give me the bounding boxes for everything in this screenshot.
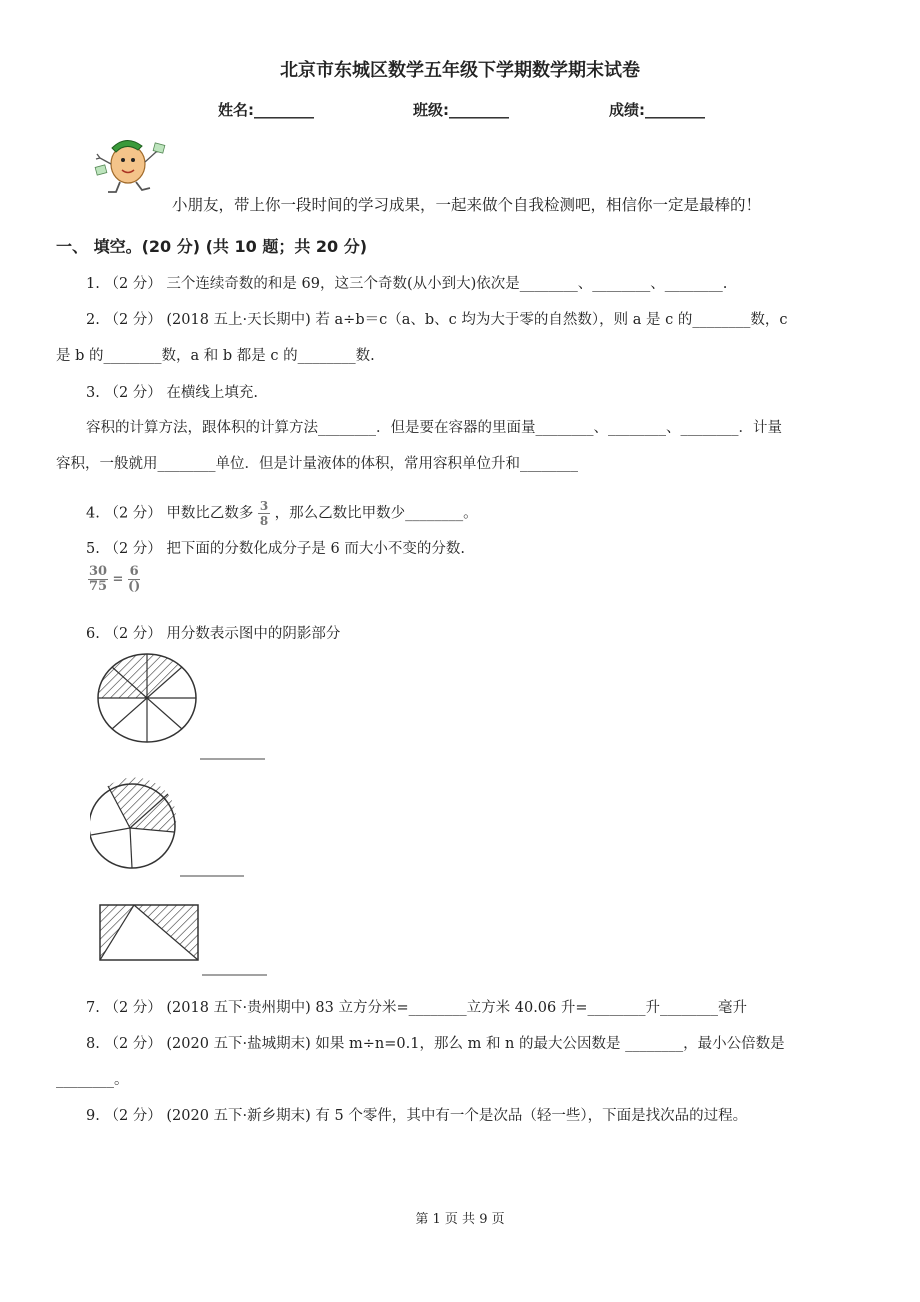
question-2-line-2: 是 b 的________数，a 和 b 都是 c 的________数.: [56, 348, 375, 364]
question-1: 1. （2 分） 三个连续奇数的和是 69，这三个奇数(从小到大)依次是________、________、________.: [86, 276, 728, 292]
fraction-three-eighths: [258, 500, 270, 527]
question-8-line-1: 8. （2 分） (2020 五下·盐城期末) 如果 m÷n=0.1，那么 m 和 n 的最大公因数是 ________，最小公倍数是: [86, 1036, 785, 1052]
question-4: [86, 500, 478, 527]
equals-sign: =: [112, 572, 124, 587]
name-field-label: 姓名:________: [218, 101, 314, 119]
fraction-30-over-75: $\frac{30}{75}$: [88, 564, 108, 594]
question-5-fraction-equation: [88, 566, 140, 593]
rectangle-triangles-figure: [100, 905, 198, 960]
question-5: 5. （2 分） 把下面的分数化成分子是 6 而大小不变的分数.: [86, 541, 465, 557]
greeting-text: 小朋友，带上你一段时间的学习成果，一起来做个自我检测吧，相信你一定是最棒的！: [172, 196, 762, 214]
question-3-line-2: 容积，一般就用________单位．但是计量液体的体积，常用容积单位升和________: [56, 456, 578, 472]
question-4-text-after: ，那么乙数比甲数少________。: [274, 505, 478, 522]
question-9: 9. （2 分） (2020 五下·新乡期末) 有 5 个零件，其中有一个是次品（轻一些），下面是找次品的过程。: [86, 1108, 748, 1124]
circle-eighths-figure: [98, 654, 196, 742]
page-footer: 第 1 页 共 9 页: [415, 1212, 505, 1227]
question-6-figures: [90, 650, 290, 990]
question-3-line-1: 容积的计算方法，跟体积的计算方法________．但是要在容器的里面量________、________、________．计量: [86, 420, 782, 436]
question-2-line-1: 2. （2 分） (2018 五上·天长期中) 若 a÷b＝c（a、b、c 均为大于零的自然数），则 a 是 c 的________数，c: [86, 312, 788, 328]
fraction-numerator: 3: [259, 499, 269, 513]
score-field-label: 成绩:________: [609, 101, 705, 119]
page-title: 北京市东城区数学五年级下学期数学期末试卷: [280, 60, 640, 81]
fraction-6-over-blank: $\frac{6}{()}$: [127, 564, 141, 594]
question-4-text-before: 4. （2 分） 甲数比乙数多: [86, 505, 254, 522]
circle-fifths-figure: [90, 778, 176, 868]
question-6: 6. （2 分） 用分数表示图中的阴影部分: [86, 626, 341, 642]
mascot-illustration: [94, 130, 168, 196]
question-7: 7. （2 分） (2018 五下·贵州期中) 83 立方分米=________立方米 40.06 升=________升________毫升: [86, 1000, 748, 1016]
class-field-label: 班级:________: [413, 101, 509, 119]
question-3: 3. （2 分） 在横线上填充.: [86, 385, 258, 401]
section-heading-fill-in: 一、 填空。(20 分) (共 10 题；共 20 分): [56, 237, 368, 256]
fraction-denominator: 8: [259, 514, 269, 528]
question-8-line-2: ________。: [56, 1072, 129, 1088]
